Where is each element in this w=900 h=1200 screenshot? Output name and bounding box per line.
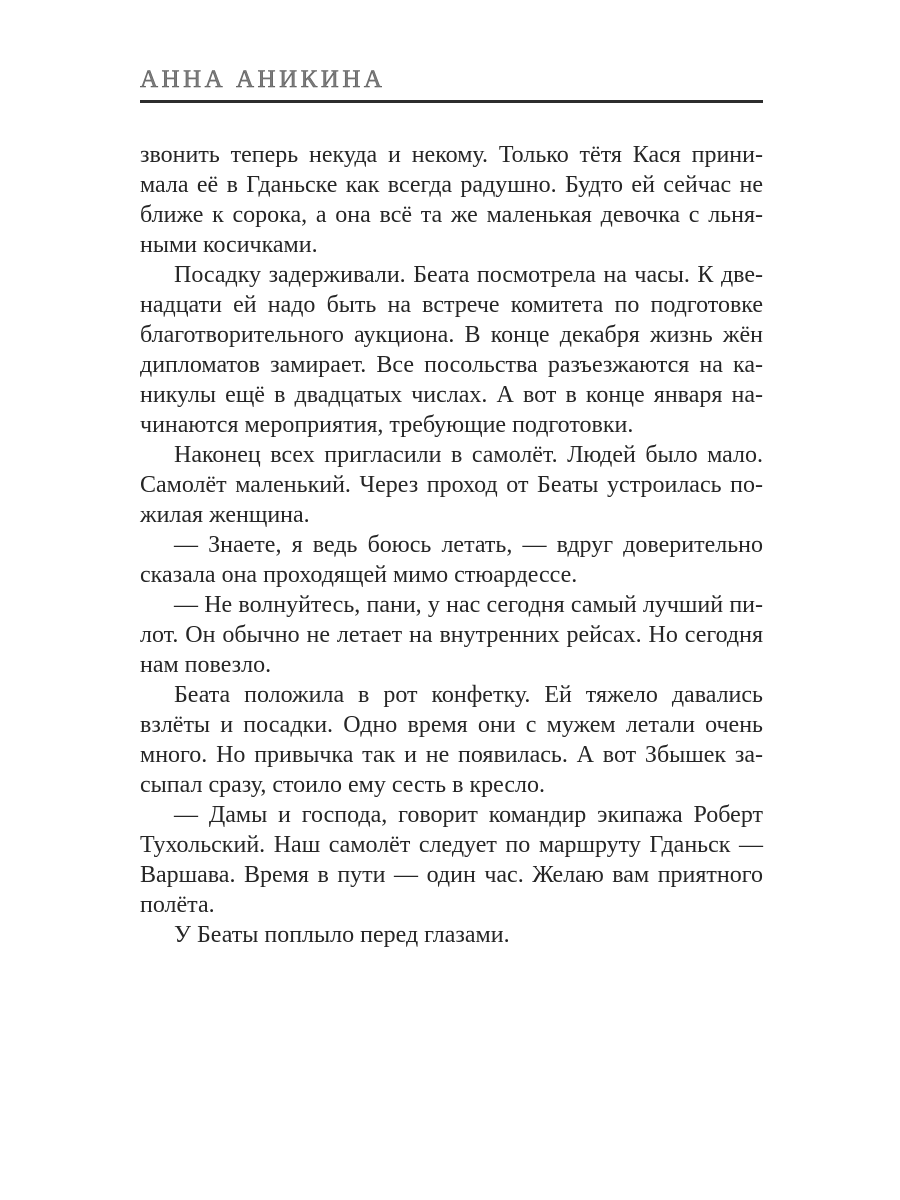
paragraph: [140, 260, 763, 440]
text-line: взлёты и посадки. Одно время они с мужем летали очень: [140, 711, 763, 738]
text-line: ными косичками.: [140, 231, 318, 258]
text-line: надцати ей надо быть на встрече комитета по подготовке: [140, 291, 763, 318]
text-line: мала её в Гданьске как всегда радушно. Будто ей сейчас не: [140, 171, 763, 198]
text-line: сыпал сразу, стоило ему сесть в кресло.: [140, 771, 545, 798]
text-line: лот. Он обычно не летает на внутренних рейсах. Но сегодня: [140, 621, 763, 648]
text-line: звонить теперь некуда и некому. Только тётя Кася прини-: [140, 141, 763, 168]
text-line: — Дамы и господа, говорит командир экипажа Роберт: [174, 801, 763, 828]
text-line: чинаются мероприятия, требующие подготовки.: [140, 411, 634, 438]
text-line: никулы ещё в двадцатых числах. А вот в конце января на-: [140, 381, 763, 408]
text-line: Самолёт маленький. Через проход от Беаты устроилась по-: [140, 471, 763, 498]
page-text: [140, 140, 763, 950]
text-line: нам повезло.: [140, 651, 272, 678]
text-line: Беата положила в рот конфетку. Ей тяжело давались: [174, 681, 763, 708]
text-line: — Знаете, я ведь боюсь летать, — вдруг доверительно: [174, 531, 763, 558]
text-line: благотворительного аукциона. В конце декабря жизнь жён: [140, 321, 763, 348]
author-name: АННА АНИКИНА: [140, 66, 386, 93]
text-line: Варшава. Время в пути — один час. Желаю вам приятного: [140, 861, 763, 888]
text-line: Тухольский. Наш самолёт следует по маршруту Гданьск —: [140, 831, 763, 858]
paragraph: [140, 800, 763, 920]
paragraph: [140, 440, 763, 530]
text-line: У Беаты поплыло перед глазами.: [174, 921, 510, 948]
paragraph: [140, 680, 763, 800]
text-line: Наконец всех пригласили в самолёт. Людей было мало.: [174, 441, 763, 468]
paragraph: [140, 140, 763, 260]
text-line: жилая женщина.: [140, 501, 310, 528]
running-header: [140, 66, 763, 103]
text-line: полёта.: [140, 891, 215, 918]
text-line: — Не волнуйтесь, пани, у нас сегодня самый лучший пи-: [174, 591, 763, 618]
header-rule: [140, 100, 763, 103]
text-line: ближе к сорока, а она всё та же маленькая девочка с льня-: [140, 201, 763, 228]
paragraph: [140, 590, 763, 680]
text-line: сказала она проходящей мимо стюардессе.: [140, 561, 578, 588]
text-line: дипломатов замирает. Все посольства разъезжаются на ка-: [140, 351, 763, 378]
paragraph: [140, 920, 763, 950]
text-line: много. Но привычка так и не появилась. А вот Збышек за-: [140, 741, 763, 768]
text-line: Посадку задерживали. Беата посмотрела на часы. К две-: [174, 261, 763, 288]
paragraph: [140, 530, 763, 590]
